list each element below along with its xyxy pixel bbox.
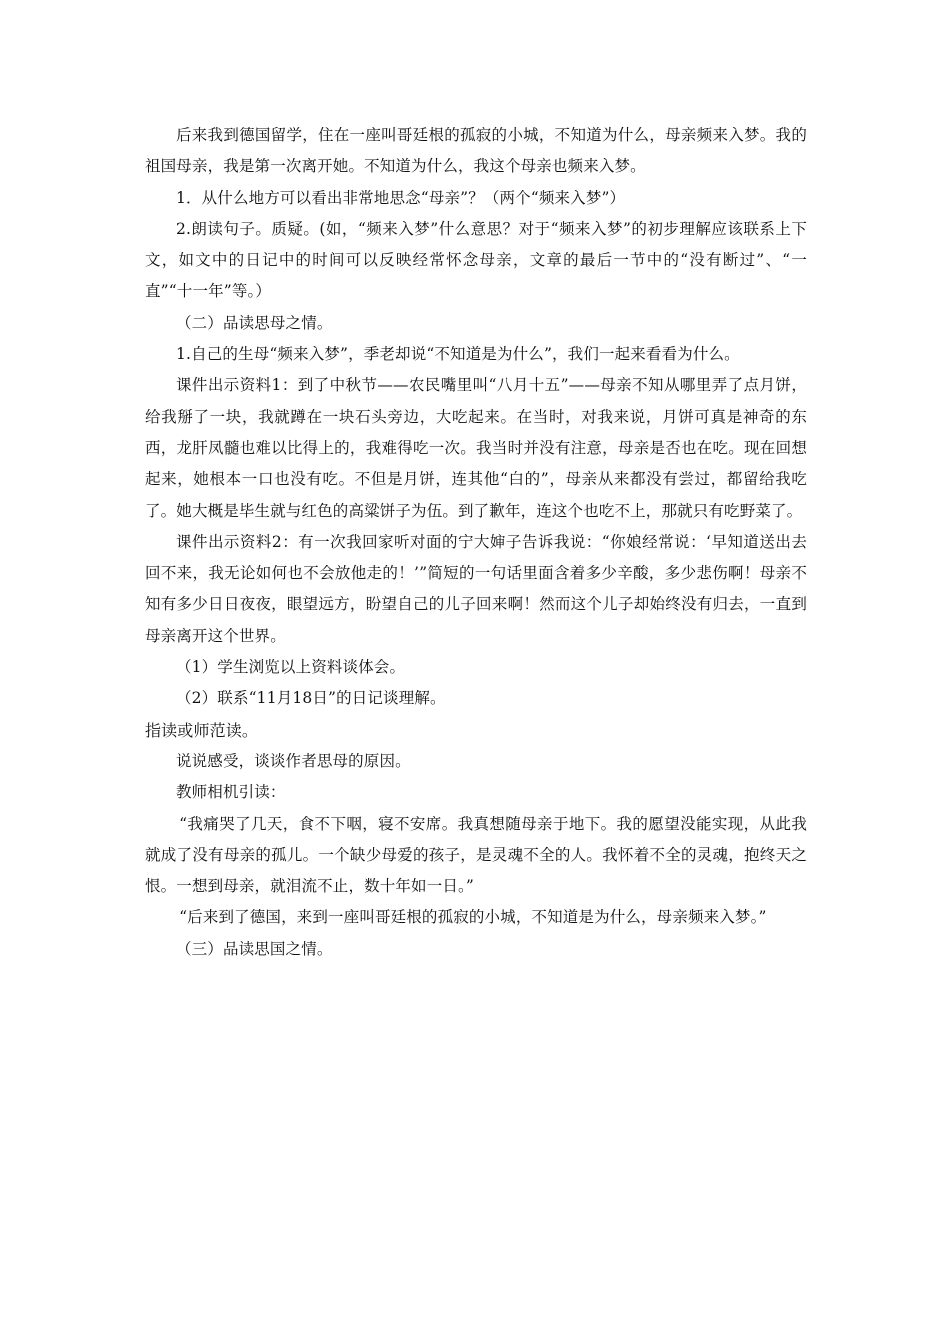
paragraph-intro: 后来我到德国留学，住在一座叫哥廷根的孤寂的小城，不知道为什么，母亲频来入梦。我的祖国母亲，我是第一次离开她。不知道为什么，我这个母亲也频来入梦。 (145, 126, 807, 176)
quote-1: “我痛哭了几天，食不下咽，寝不安席。我真想随母亲于地下。我的愿望没能实现，从此我就成了没有母亲的孤儿。一个缺少母爱的孩子，是灵魂不全的人。我怀着不全的灵魂，抱终天之恨。一想到母亲，就泪流不止，数十年如一日。” (145, 814, 807, 896)
sub-item-1: （1）学生浏览以上资料谈体会。 (176, 658, 406, 677)
document-body (145, 120, 807, 965)
quote-2: “后来到了德国，来到一座叫哥廷根的孤寂的小城，不知道是为什么，母亲频来入梦。” (179, 908, 767, 927)
material-1: 课件出示资料1：到了中秋节——农民嘴里叫“八月十五”——母亲不知从哪里弄了点月饼，给我掰了一块，我就蹲在一块石头旁边，大吃起来。在当时，对我来说，月饼可真是神奇的东西，龙肝凤髓也难以比得上的，我难得吃一次。我当时并没有注意，母亲是否也在吃。现在回想起来，她根本一口也没有吃。不但是月饼，连其他“白的”，母亲从来都没有尝过，都留给我吃了。她大概是毕生就与红色的高粱饼子为伍。到了歉年，连这个也吃不上，那就只有吃野菜了。 (145, 376, 807, 520)
section-2-item-1: 1.自己的生母“频来入梦”，季老却说“不知道是为什么”，我们一起来看看为什么。 (176, 345, 740, 364)
reading-instruction: 指读或师范读。 (145, 720, 259, 740)
sub-item-2: （2）联系“11月18日”的日记谈理解。 (176, 689, 446, 708)
question-2: 2.朗读句子。质疑。(如，“频来入梦”什么意思？对于“频来入梦”的初步理解应该联系上下文，如文中的日记中的时间可以反映经常怀念母亲，文章的最后一节中的“没有断过”、“一直”“十一年”等。） (145, 219, 807, 301)
section-heading-2: （二）品读思母之情。 (176, 313, 333, 332)
section-heading-3: （三）品读思国之情。 (176, 939, 333, 958)
feeling-instruction: 说说感受，谈谈作者思母的原因。 (176, 751, 411, 770)
question-1: 1．从什么地方可以看出非常地思念“母亲”？（两个“频来入梦”） (176, 188, 626, 207)
material-2: 课件出示资料2：有一次我回家听对面的宁大婶子告诉我说：“你娘经常说：‘早知道送出去回不来，我无论如何也不会放他走的！’”简短的一句话里面含着多少辛酸，多少悲伤啊！母亲不知有多少日日夜夜，眼望远方，盼望自己的儿子回来啊！然而这个儿子却始终没有归去，一直到母亲离开这个世界。 (145, 532, 807, 645)
teacher-guide: 教师相机引读： (176, 783, 286, 802)
